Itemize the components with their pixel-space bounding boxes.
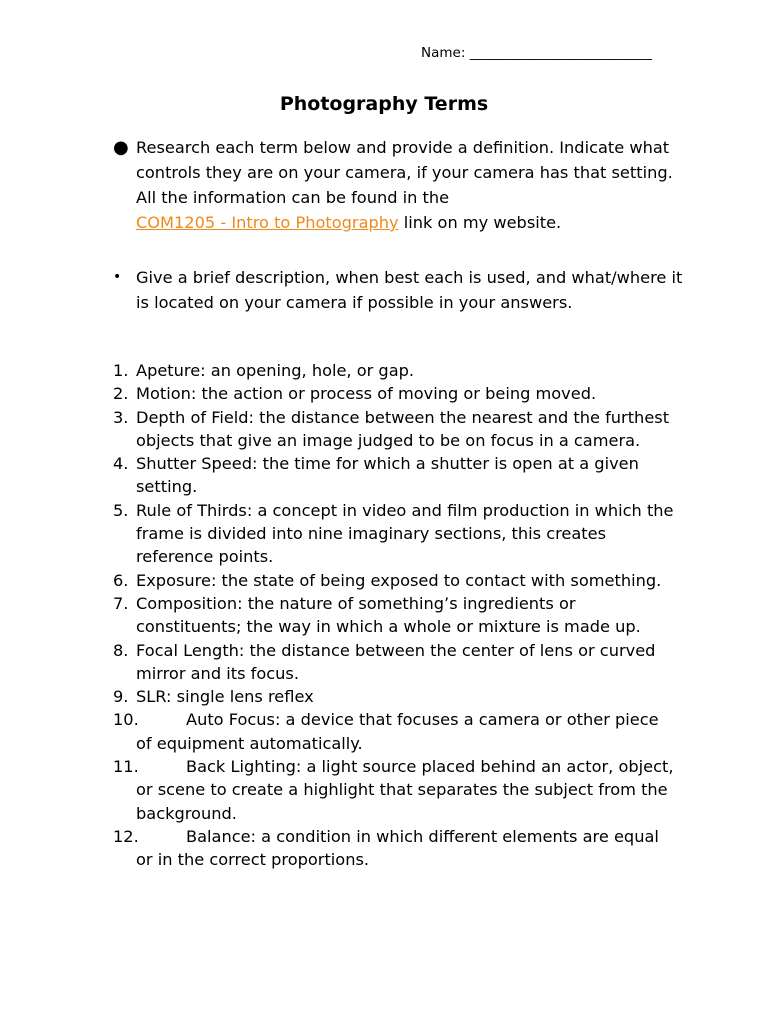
term-number: 9. — [113, 687, 129, 707]
instruction-1-text: Research each term below and provide a definition. Indicate what controls they are on your camera, if your camera has that setting. All the information can be found in the — [136, 138, 673, 207]
term-number: 6. — [113, 570, 129, 590]
term-number: 7. — [113, 593, 129, 613]
term-text: SLR: single lens reflex — [136, 687, 314, 707]
term-text: Exposure: the state of being exposed to contact with something. — [136, 570, 662, 590]
term-number: 2. — [113, 384, 129, 404]
bullet-dot-icon: • — [113, 269, 122, 285]
name-label: Name: — [421, 45, 466, 61]
list-item — [0, 592, 768, 639]
term-text: Balance: a condition in which different elements are equal or in the correct proportions. — [136, 826, 659, 870]
terms-list — [0, 359, 768, 872]
instruction-bullet-1 — [113, 135, 684, 235]
term-number: 8. — [113, 640, 129, 660]
term-text: Back Lighting: a light source placed behind an actor, object, or scene to create a highlight that separates the subject from the background. — [136, 757, 674, 823]
bullet-dot-icon: ● — [113, 137, 129, 158]
name-field-line — [421, 45, 652, 61]
term-text: Shutter Speed: the time for which a shutter is open at a given setting. — [136, 454, 639, 497]
term-number: 11. — [113, 757, 139, 777]
term-number: 3. — [113, 407, 129, 427]
term-text: Focal Length: the distance between the center of lens or curved mirror and its focus. — [136, 640, 656, 683]
list-item — [0, 359, 768, 382]
term-text: Motion: the action or process of moving or being moved. — [136, 384, 597, 404]
list-item — [0, 406, 768, 453]
course-link[interactable]: COM1205 - Intro to Photography — [136, 213, 399, 232]
list-item — [0, 825, 768, 872]
term-number: 12. — [113, 826, 139, 846]
list-item — [0, 755, 768, 825]
term-number: 4. — [113, 454, 129, 474]
list-item — [0, 382, 768, 405]
term-text: Apeture: an opening, hole, or gap. — [136, 361, 415, 380]
list-item — [0, 499, 768, 569]
term-number: 5. — [113, 500, 129, 520]
instruction-2-text: Give a brief description, when best each is used, and what/where it is located on your camera if possible in your answers. — [136, 268, 683, 312]
list-item — [0, 452, 768, 499]
page-title: Photography Terms — [279, 93, 489, 115]
term-text: Rule of Thirds: a concept in video and film production in which the frame is divided into nine imaginary sections, this creates reference points. — [136, 500, 674, 567]
list-item — [0, 569, 768, 592]
name-blank: ___________________________ — [469, 45, 652, 61]
term-text: Auto Focus: a device that focuses a camera or other piece of equipment automatically. — [136, 710, 659, 753]
list-item — [0, 639, 768, 686]
list-item — [0, 685, 768, 708]
instruction-bullet-2 — [113, 265, 684, 315]
term-text: Depth of Field: the distance between the nearest and the furthest objects that give an image judged to be on focus in a camera. — [136, 407, 670, 450]
term-number: 1. — [113, 361, 129, 380]
list-item — [0, 708, 768, 755]
term-text: Composition: the nature of something’s ingredients or constituents; the way in which a whole or mixture is made up. — [136, 593, 641, 637]
term-number: 10. — [113, 710, 139, 730]
instruction-1-text-after-link: link on my website. — [403, 213, 562, 232]
